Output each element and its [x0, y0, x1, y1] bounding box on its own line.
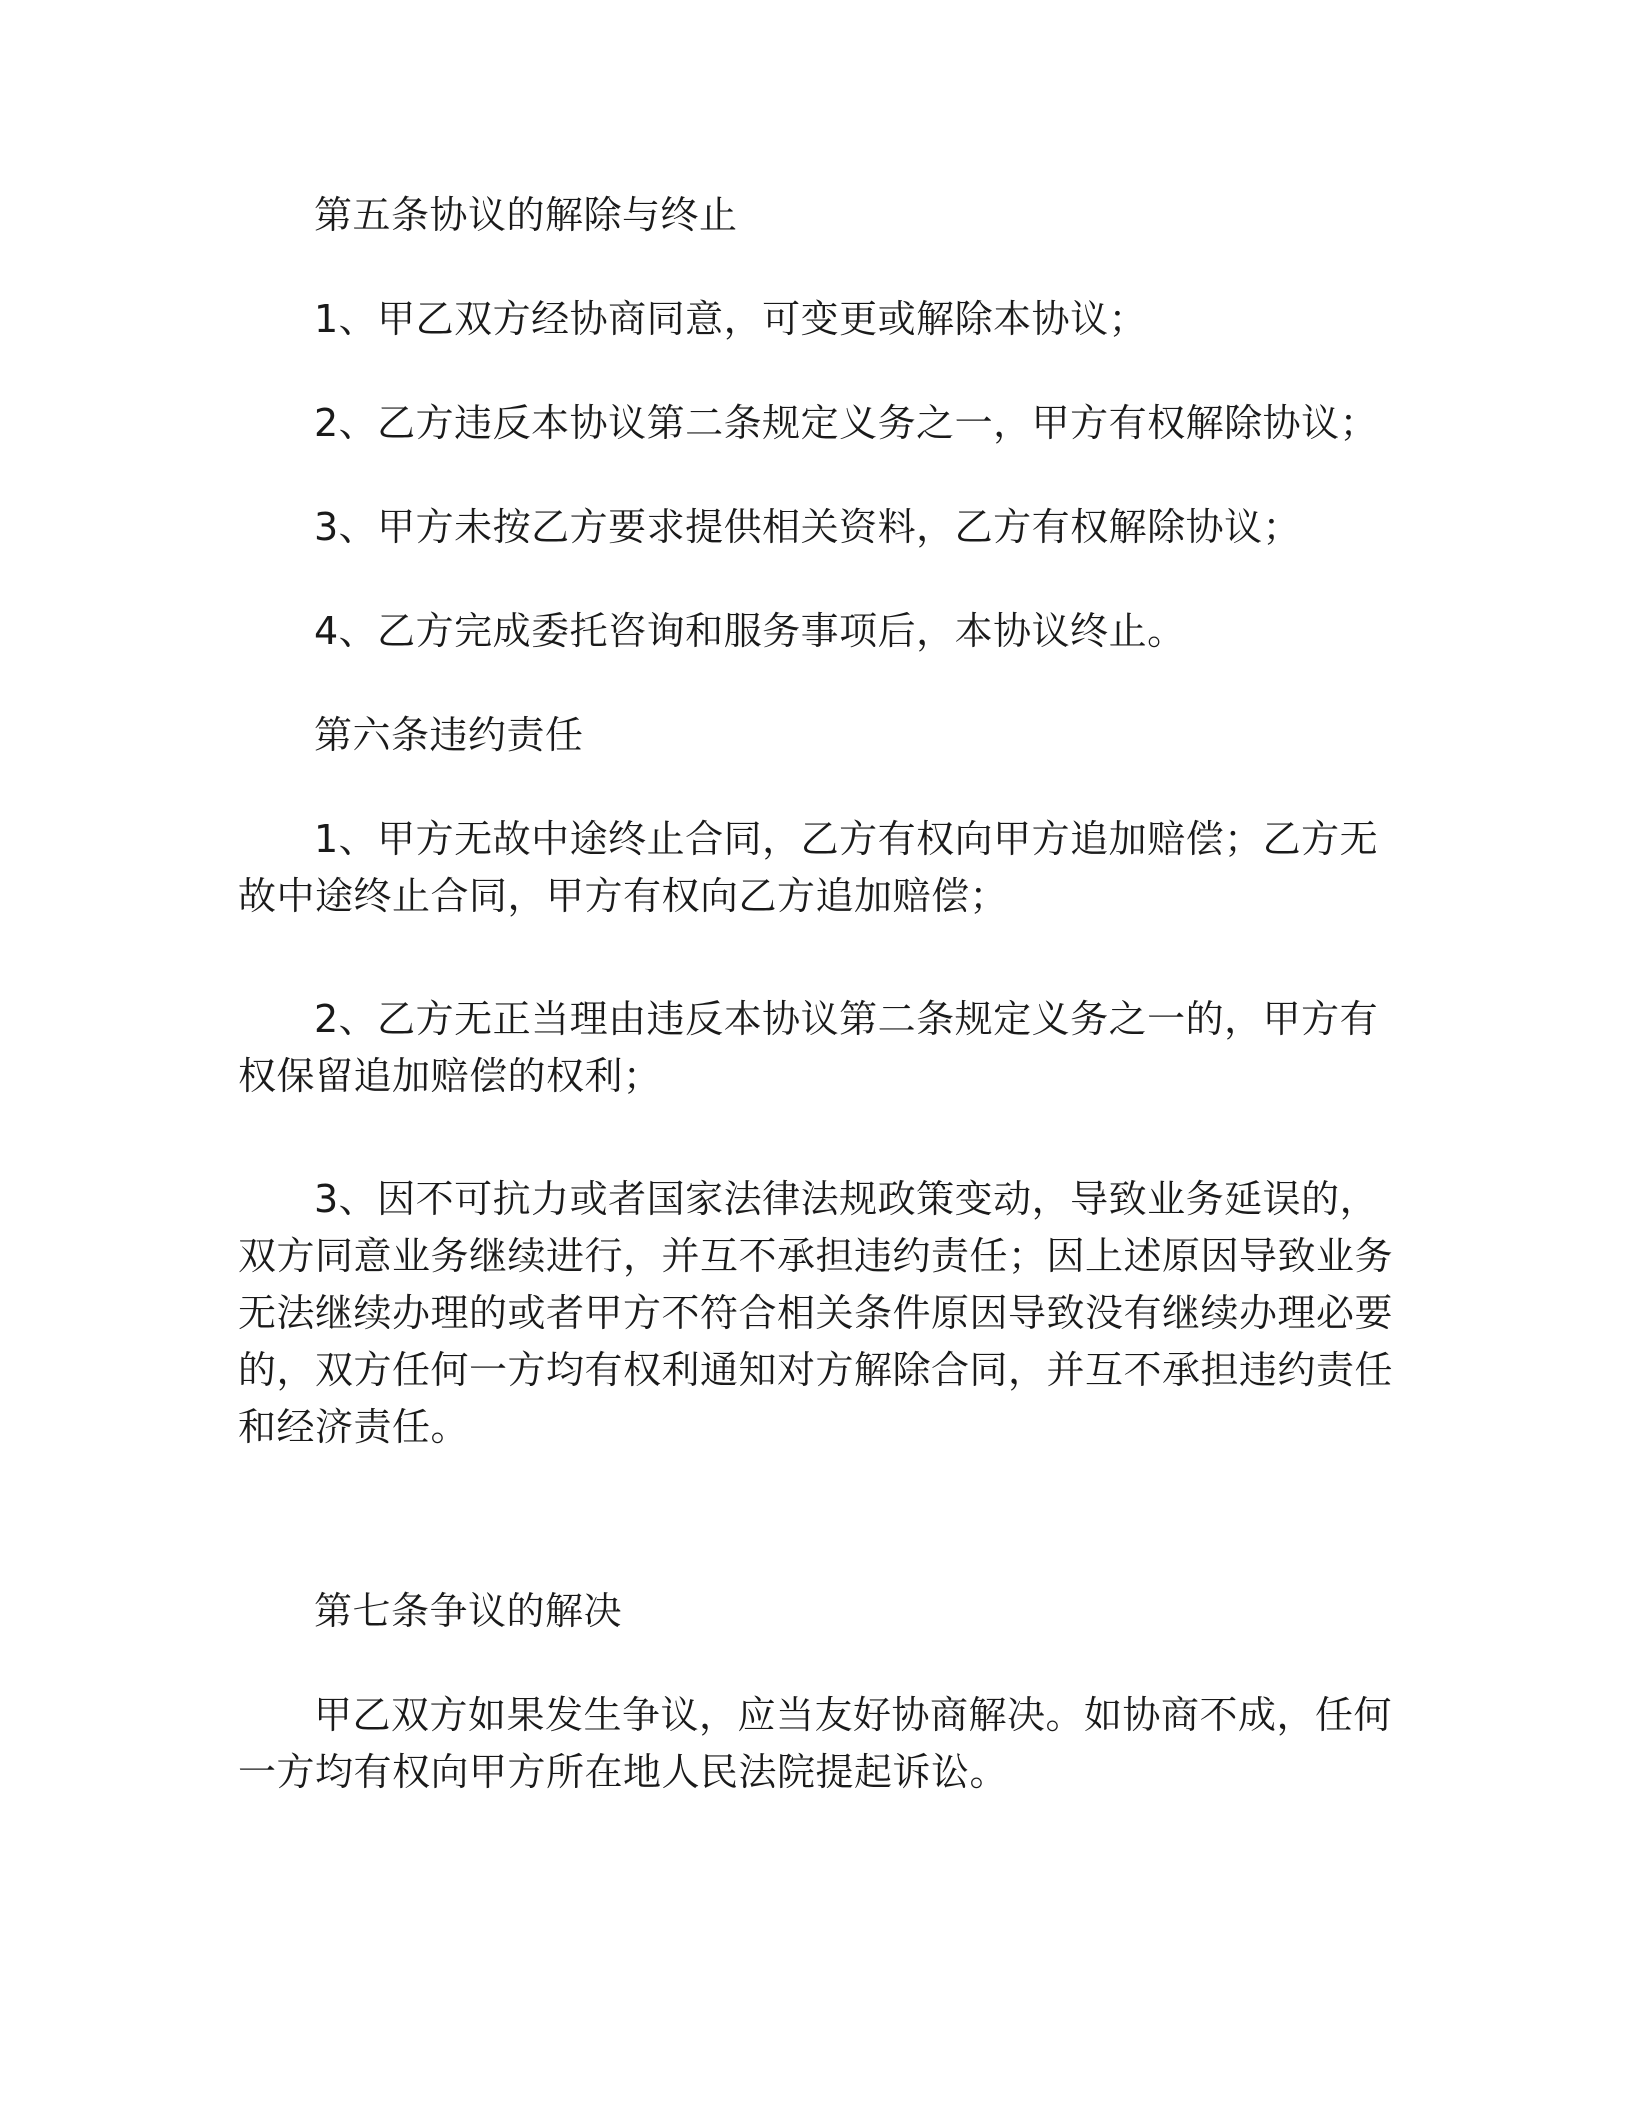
- section-6-item-2: 2、乙方无正当理由违反本协议第二条规定义务之一的，甲方有权保留追加赔偿的权利；: [238, 997, 1379, 1098]
- section-6-heading: 第六条违约责任: [314, 713, 584, 757]
- section-6-item-3: 3、因不可抗力或者国家法律法规政策变动，导致业务延误的，双方同意业务继续进行，并互不承担违约责任；因上述原因导致业务无法继续办理的或者甲方不符合相关条件原因导致没有继续办理必要的，双方任何一方均有权利通知对方解除合同，并互不承担违约责任和经济责任。: [238, 1177, 1394, 1449]
- section-5-heading: 第五条协议的解除与终止: [314, 193, 738, 237]
- section-5-item-2: 2、乙方违反本协议第二条规定义务之一，甲方有权解除协议；: [314, 401, 1379, 445]
- section-6-item-1: 1、甲方无故中途终止合同，乙方有权向甲方追加赔偿；乙方无故中途终止合同，甲方有权向乙方追加赔偿；: [238, 817, 1379, 918]
- section-5-item-1: 1、甲乙双方经协商同意，可变更或解除本协议；: [314, 297, 1148, 341]
- section-5-item-4: 4、乙方完成委托咨询和服务事项后，本协议终止。: [314, 609, 1186, 653]
- section-7-heading: 第七条争议的解决: [314, 1589, 623, 1633]
- section-7-body: 甲乙双方如果发生争议，应当友好协商解决。如协商不成，任何一方均有权向甲方所在地人民法院提起诉讼。: [238, 1693, 1393, 1794]
- section-5-item-3: 3、甲方未按乙方要求提供相关资料，乙方有权解除协议；: [314, 505, 1302, 549]
